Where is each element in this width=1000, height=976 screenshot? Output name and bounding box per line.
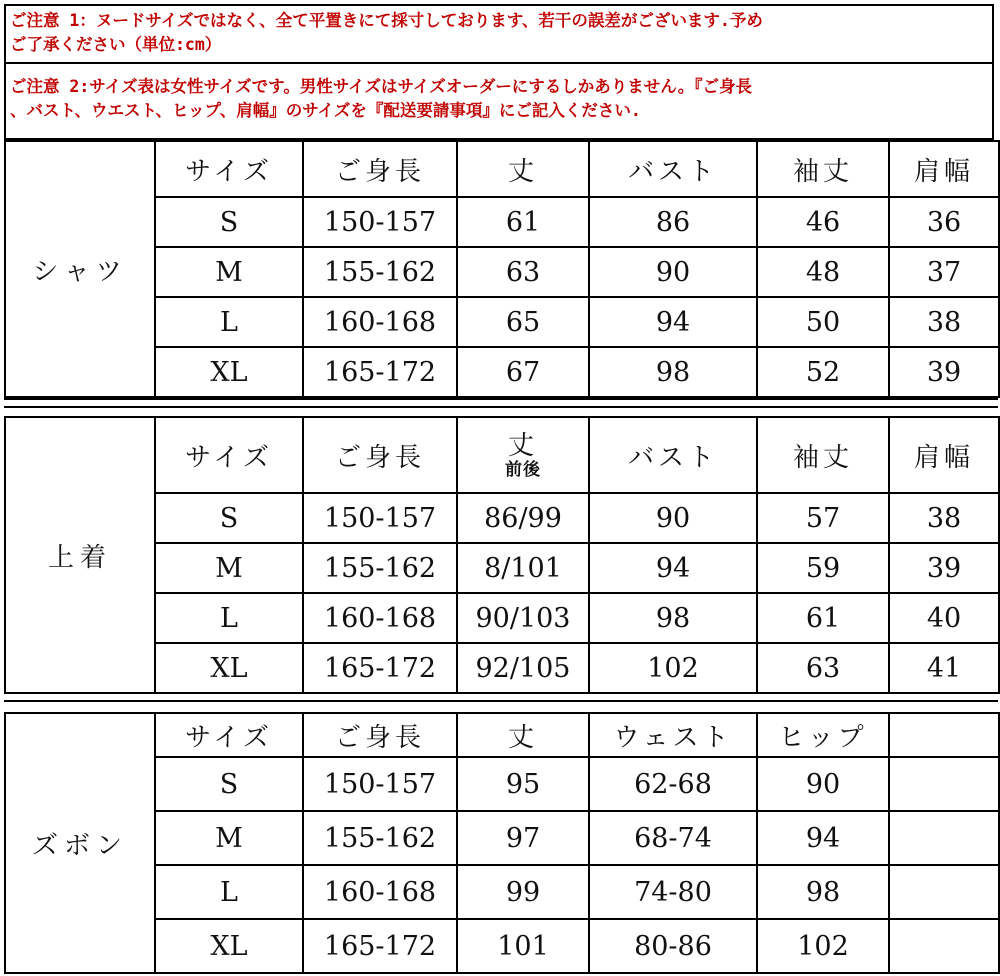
cell-waist: 74-80 xyxy=(589,865,757,919)
cell-height: 155-162 xyxy=(303,811,457,865)
table-row xyxy=(5,865,999,919)
cell-height: 160-168 xyxy=(303,865,457,919)
cell-hip: 94 xyxy=(757,811,889,865)
shirt-size-table xyxy=(4,140,1000,398)
cell-size: L xyxy=(155,593,303,643)
cell-length: 101 xyxy=(457,919,589,973)
cell-waist: 80-86 xyxy=(589,919,757,973)
header-length xyxy=(457,417,589,493)
cell-height: 165-172 xyxy=(303,347,457,397)
table-row xyxy=(5,543,999,593)
header-sleeve: 袖丈 xyxy=(757,141,889,197)
cell-size: XL xyxy=(155,347,303,397)
category-label-shirt: シャツ xyxy=(5,141,155,397)
cell-hip: 102 xyxy=(757,919,889,973)
cell-size: S xyxy=(155,493,303,543)
cell-bust: 98 xyxy=(589,593,757,643)
header-waist: ウェスト xyxy=(589,713,757,757)
table-row xyxy=(5,493,999,543)
cell-empty xyxy=(889,811,999,865)
cell-height: 150-157 xyxy=(303,197,457,247)
pants-size-table xyxy=(4,712,1000,974)
header-size: サイズ xyxy=(155,141,303,197)
cell-bust: 98 xyxy=(589,347,757,397)
header-hip: ヒップ xyxy=(757,713,889,757)
table-row xyxy=(5,643,999,693)
header-length-main: 丈 xyxy=(507,431,538,461)
cell-height: 155-162 xyxy=(303,247,457,297)
header-size: サイズ xyxy=(155,713,303,757)
header-sleeve: 袖丈 xyxy=(757,417,889,493)
cell-sleeve: 57 xyxy=(757,493,889,543)
cell-height: 160-168 xyxy=(303,593,457,643)
table-row xyxy=(5,757,999,811)
cell-sleeve: 63 xyxy=(757,643,889,693)
cell-length: 65 xyxy=(457,297,589,347)
header-bust: バスト xyxy=(589,141,757,197)
cell-length: 67 xyxy=(457,347,589,397)
header-size: サイズ xyxy=(155,417,303,493)
cell-bust: 94 xyxy=(589,543,757,593)
cell-empty xyxy=(889,919,999,973)
cell-empty xyxy=(889,757,999,811)
table-row xyxy=(5,347,999,397)
note-2-line-2: 、バスト、ウエスト、ヒップ、肩幅』のサイズを『配送要請事項』にご記入ください. xyxy=(10,101,641,120)
cell-height: 150-157 xyxy=(303,757,457,811)
cell-shoulder: 39 xyxy=(889,543,999,593)
cell-size: L xyxy=(155,297,303,347)
cell-length: 86/99 xyxy=(457,493,589,543)
cell-shoulder: 40 xyxy=(889,593,999,643)
cell-sleeve: 46 xyxy=(757,197,889,247)
cell-length: 97 xyxy=(457,811,589,865)
table-row xyxy=(5,593,999,643)
size-note-1 xyxy=(4,4,994,64)
cell-length: 90/103 xyxy=(457,593,589,643)
header-height: ご身長 xyxy=(303,713,457,757)
cell-shoulder: 38 xyxy=(889,493,999,543)
cell-shoulder: 38 xyxy=(889,297,999,347)
cell-sleeve: 59 xyxy=(757,543,889,593)
cell-height: 165-172 xyxy=(303,643,457,693)
cell-size: M xyxy=(155,247,303,297)
cell-height: 150-157 xyxy=(303,493,457,543)
category-label-jacket: 上着 xyxy=(5,417,155,693)
table-row xyxy=(5,247,999,297)
cell-shoulder: 39 xyxy=(889,347,999,397)
cell-length: 92/105 xyxy=(457,643,589,693)
cell-length: 63 xyxy=(457,247,589,297)
cell-size: M xyxy=(155,811,303,865)
header-empty xyxy=(889,713,999,757)
table-divider xyxy=(4,692,998,702)
note-1-line-2: ご了承ください（単位:cm） xyxy=(10,35,222,54)
cell-height: 165-172 xyxy=(303,919,457,973)
header-length: 丈 xyxy=(457,141,589,197)
cell-sleeve: 61 xyxy=(757,593,889,643)
header-bust: バスト xyxy=(589,417,757,493)
cell-bust: 94 xyxy=(589,297,757,347)
cell-bust: 90 xyxy=(589,247,757,297)
table-divider xyxy=(4,398,998,408)
cell-length: 99 xyxy=(457,865,589,919)
jacket-size-table xyxy=(4,416,1000,694)
size-note-2 xyxy=(4,64,994,140)
note-2-line-1: ご注意 2:サイズ表は女性サイズです。男性サイズはサイズオーダーにするしかありません。『ご身長 xyxy=(10,77,752,96)
cell-bust: 102 xyxy=(589,643,757,693)
category-label-pants: ズボン xyxy=(5,713,155,973)
cell-bust: 90 xyxy=(589,493,757,543)
cell-length: 61 xyxy=(457,197,589,247)
cell-waist: 62-68 xyxy=(589,757,757,811)
table-row xyxy=(5,197,999,247)
cell-waist: 68-74 xyxy=(589,811,757,865)
cell-length: 8/101 xyxy=(457,543,589,593)
header-height: ご身長 xyxy=(303,141,457,197)
cell-sleeve: 48 xyxy=(757,247,889,297)
cell-shoulder: 41 xyxy=(889,643,999,693)
table-row xyxy=(5,297,999,347)
cell-sleeve: 50 xyxy=(757,297,889,347)
cell-size: M xyxy=(155,543,303,593)
cell-shoulder: 37 xyxy=(889,247,999,297)
header-length: 丈 xyxy=(457,713,589,757)
header-length-sub: 前後 xyxy=(505,460,541,480)
cell-size: S xyxy=(155,757,303,811)
cell-hip: 98 xyxy=(757,865,889,919)
header-height: ご身長 xyxy=(303,417,457,493)
cell-hip: 90 xyxy=(757,757,889,811)
cell-shoulder: 36 xyxy=(889,197,999,247)
cell-size: XL xyxy=(155,919,303,973)
table-row xyxy=(5,919,999,973)
cell-height: 160-168 xyxy=(303,297,457,347)
header-shoulder: 肩幅 xyxy=(889,417,999,493)
cell-sleeve: 52 xyxy=(757,347,889,397)
cell-bust: 86 xyxy=(589,197,757,247)
cell-empty xyxy=(889,865,999,919)
cell-size: S xyxy=(155,197,303,247)
header-shoulder: 肩幅 xyxy=(889,141,999,197)
cell-size: XL xyxy=(155,643,303,693)
cell-length: 95 xyxy=(457,757,589,811)
cell-height: 155-162 xyxy=(303,543,457,593)
table-row xyxy=(5,811,999,865)
note-1-line-1: ご注意 1：ヌードサイズではなく、全て平置きにて採寸しております、若干の誤差がございます.予め xyxy=(10,11,763,30)
cell-size: L xyxy=(155,865,303,919)
